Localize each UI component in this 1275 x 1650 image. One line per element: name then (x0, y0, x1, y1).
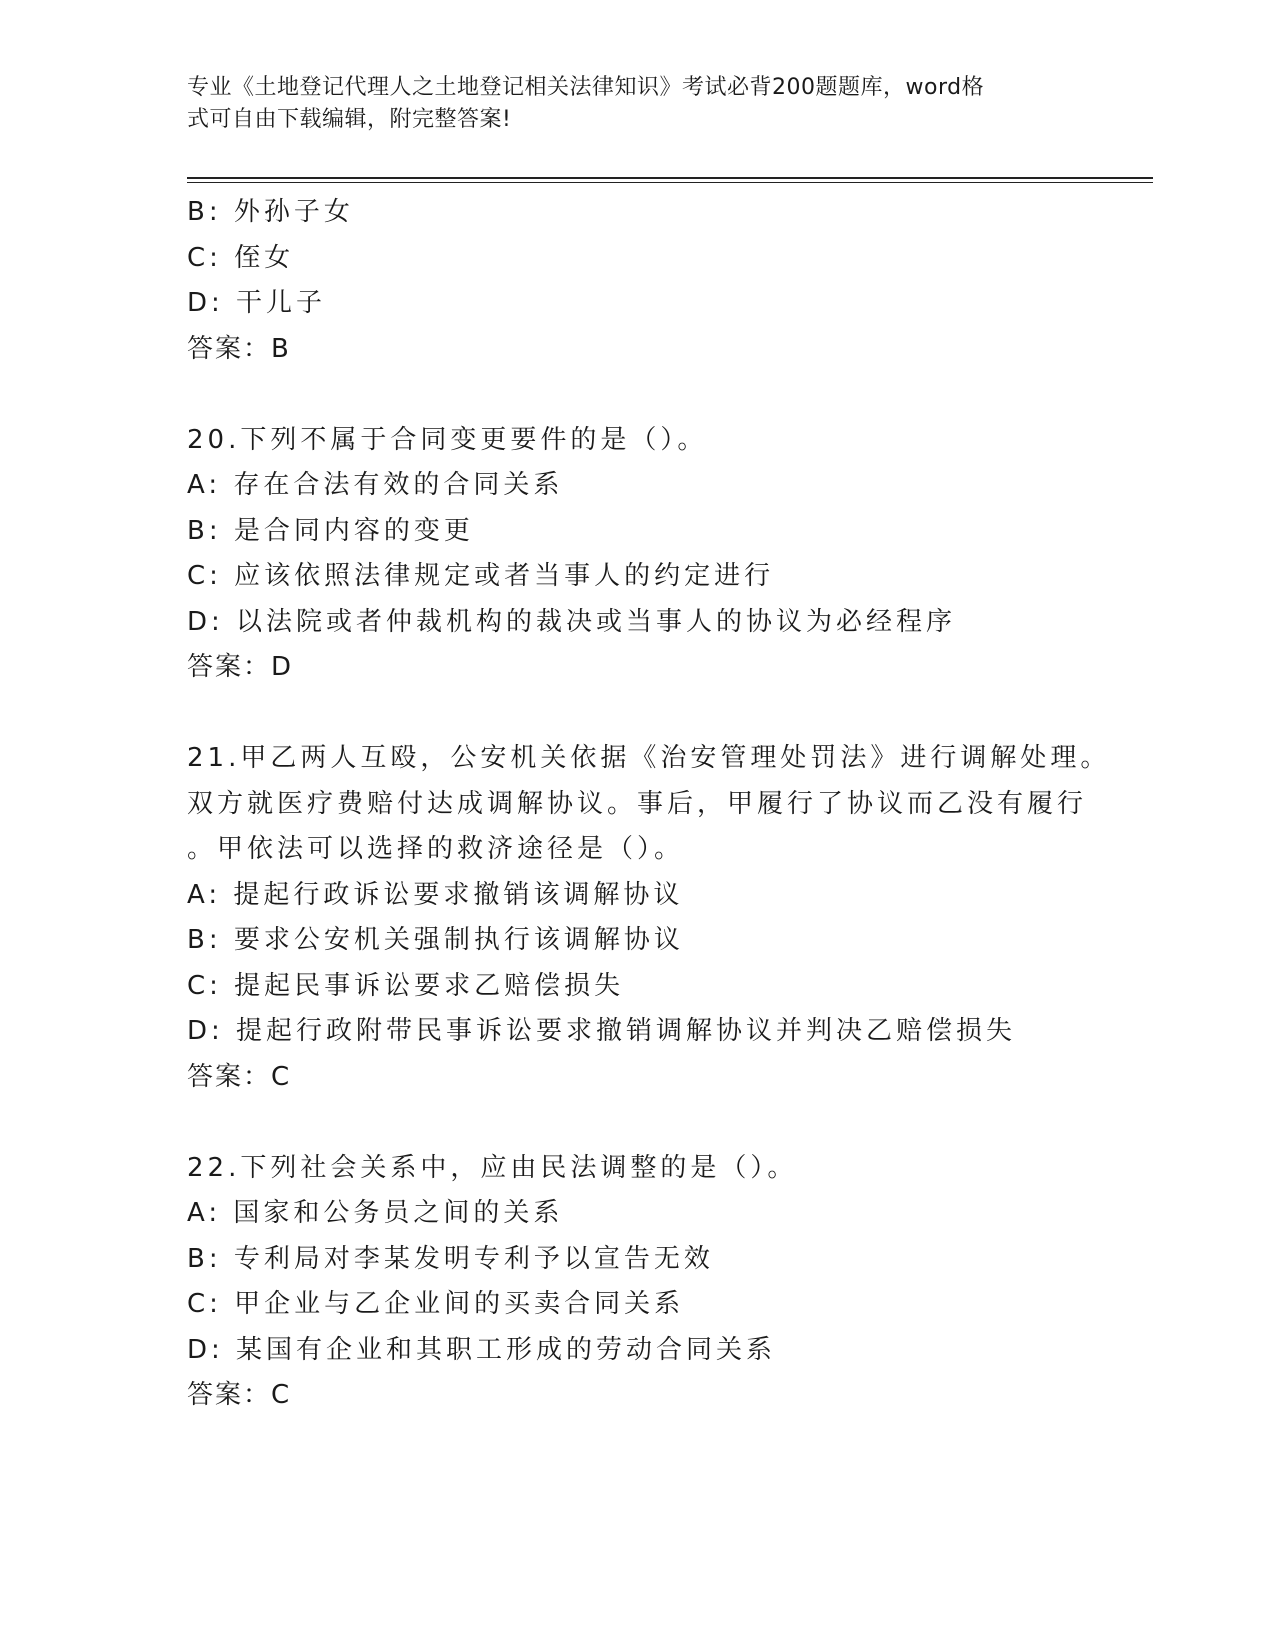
option-a: A: 提起行政诉讼要求撤销该调解协议 (187, 879, 684, 910)
option-d: D: 以法院或者仲裁机构的裁决或当事人的协议为必经程序 (187, 606, 957, 637)
option-b: B: 外孙子女 (187, 197, 354, 227)
option-c: C: 应该依照法律规定或者当事人的约定进行 (187, 561, 775, 591)
answer: 答案：D (187, 652, 294, 682)
question-stem-line-2: 双方就医疗费赔付达成调解协议。事后，甲履行了协议而乙没有履行 (187, 788, 1088, 819)
option-c: C: 提起民事诉讼要求乙赔偿损失 (187, 970, 625, 1001)
spacer (187, 372, 1147, 418)
question-19-tail (187, 190, 1147, 372)
question-stem-line-1: 21.甲乙两人互殴，公安机关依据《治安管理处罚法》进行调解处理。 (187, 743, 1111, 773)
header-line-1: 专业《土地登记代理人之土地登记相关法律知识》考试必背200题题库，word格 (187, 75, 985, 100)
option-c: C: 甲企业与乙企业间的买卖合同关系 (187, 1289, 685, 1319)
option-d: D: 提起行政附带民事诉讼要求撤销调解协议并判决乙赔偿损失 (187, 1016, 1017, 1046)
document-header (187, 72, 1067, 136)
option-d: D: 干儿子 (187, 288, 327, 318)
spacer (187, 1100, 1147, 1146)
question-content (187, 190, 1147, 1419)
header-line-2: 式可自由下载编辑，附完整答案! (187, 107, 512, 132)
header-divider-thin (187, 182, 1153, 183)
option-d: D: 某国有企业和其职工形成的劳动合同关系 (187, 1334, 777, 1365)
question-stem: 22.下列社会关系中，应由民法调整的是（）。 (187, 1152, 798, 1183)
question-20 (187, 418, 1147, 691)
question-stem: 20.下列不属于合同变更要件的是（）。 (187, 424, 708, 455)
question-22 (187, 1146, 1147, 1419)
option-a: A: 国家和公务员之间的关系 (187, 1198, 564, 1228)
question-21 (187, 736, 1147, 1100)
answer: 答案：C (187, 1061, 292, 1092)
question-stem-line-3: 。甲依法可以选择的救济途径是（）。 (187, 834, 685, 864)
answer: 答案：B (187, 333, 291, 364)
spacer (187, 691, 1147, 737)
answer: 答案：C (187, 1380, 292, 1410)
option-c: C: 侄女 (187, 242, 295, 273)
option-a: A: 存在合法有效的合同关系 (187, 470, 564, 500)
option-b: B: 是合同内容的变更 (187, 515, 474, 546)
option-b: B: 专利局对李某发明专利予以宣告无效 (187, 1243, 714, 1274)
header-divider-thick (187, 177, 1153, 179)
option-b: B: 要求公安机关强制执行该调解协议 (187, 925, 684, 955)
